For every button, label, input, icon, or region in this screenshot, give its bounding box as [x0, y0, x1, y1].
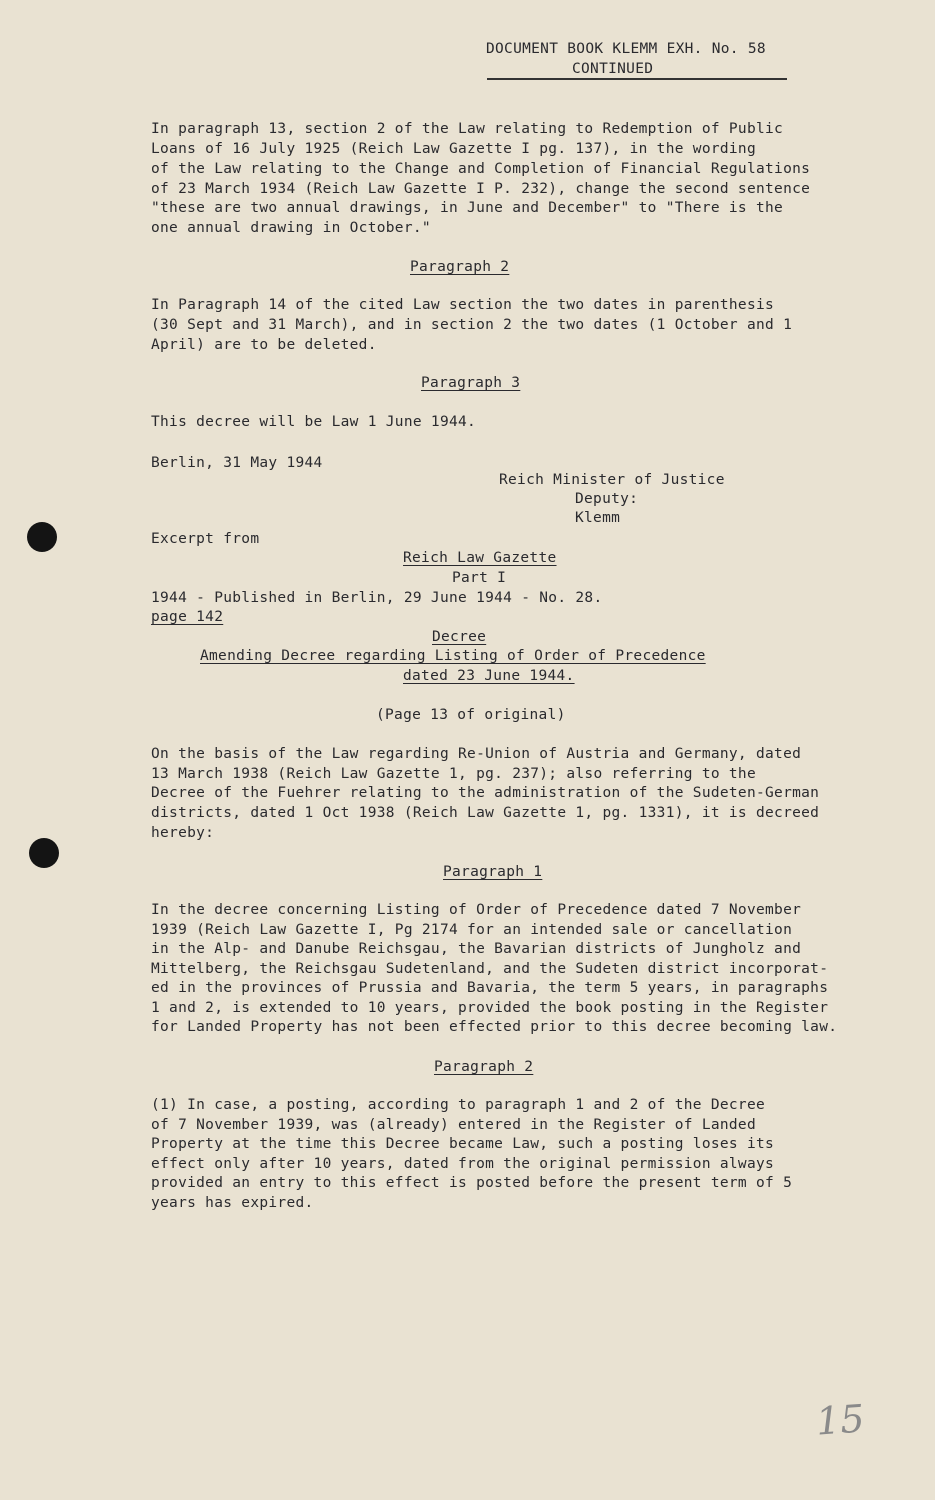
- document-book-header: DOCUMENT BOOK KLEMM EXH. No. 58: [486, 41, 766, 57]
- handwritten-page-number: 15: [814, 1396, 866, 1444]
- decree-paragraph-2-heading: Paragraph 2: [434, 1059, 534, 1075]
- paragraph-3-text: This decree will be Law 1 June 1944.: [151, 414, 477, 430]
- excerpt-label: Excerpt from: [151, 531, 260, 547]
- decree-paragraph-1-heading: Paragraph 1: [443, 864, 543, 880]
- header-underline: [487, 78, 787, 80]
- decree-dated: dated 23 June 1944.: [403, 668, 575, 684]
- signature-name: Klemm: [575, 510, 621, 526]
- dateline: Berlin, 31 May 1944: [151, 455, 323, 471]
- punch-hole-bottom: [29, 838, 59, 868]
- gazette-part: Part I: [452, 570, 507, 586]
- page-of-original: (Page 13 of original): [376, 707, 566, 723]
- punch-hole-top: [27, 522, 57, 552]
- gazette-title: Reich Law Gazette: [403, 550, 557, 566]
- signature-role: Deputy:: [575, 491, 639, 507]
- document-page: DOCUMENT BOOK KLEMM EXH. No. 58 CONTINUED In paragraph 13, section 2 of the Law relating to Redemption of Public Loans of 16 July 1925 (Reich Law Gazette I pg. 137), in the wording of the Law relating to the Change and Completion of Financial Regulations of 23 March 1934 (Reich Law Gazette I P. 232), change the second sentence "these are two annual drawings, in June and December" to "There is the one annual drawing in October." Paragraph 2 In Paragraph 14 of the cited Law section the two dates in parenthesis (30 Sept and 31 March), and in section 2 the two dates (1 October and 1 April) are to be deleted. Paragraph 3 This decree will be Law 1 June 1944. Berlin, 31 May 1944 Reich Minister of Justice Deputy: Klemm Excerpt from Reich Law Gazette Part I 1944 - Published in Berlin, 29 June 1944 - No. 28. page 142 Decree Amending Decree regarding Listing of Order of Precedence dated 23 June 1944. (Page 13 of original) On the basis of the Law regarding Re-Union of Austria and Germany, dated 13 March 1938 (Reich Law Gazette 1, pg. 237); also referring to the Decree of the Fuehrer relating to the administration of the Sudeten-German districts, dated 1 Oct 1938 (Reich Law Gazette 1, pg. 1331), it is decreed hereby: Paragraph 1 In the decree concerning Listing of Order of Precedence dated 7 November 1939 (Reich Law Gazette I, Pg 2174 for an intended sale or cancellation in the Alp- and Danube Reichsgau, the Bavarian districts of Jungholz and Mittelberg, the Reichsgau Sudetenland, and the Sudeten district incorporat- ed in the provinces of Prussia and Bavaria, the term 5 years, in paragraphs 1 and 2, is extended to 10 years, provided the book posting in the Register for Landed Property has not been effected prior to this decree becoming law. Paragraph 2 (1) In case, a posting, according to paragraph 1 and 2 of the Decree of 7 November 1939, was (already) entered in the Register of Landed Property at the time this Decree became Law, such a posting loses its effect only after 10 years, dated from the original permission always provided an entry to this effect is posted before the present term of 5 years has expired. 15: [0, 0, 935, 1500]
- continued-label: CONTINUED: [572, 61, 654, 77]
- decree-heading: Decree: [432, 629, 487, 645]
- decree-subheading: Amending Decree regarding Listing of Order of Precedence: [200, 648, 706, 664]
- paragraph-3-heading: Paragraph 3: [421, 375, 521, 391]
- paragraph-2-heading: Paragraph 2: [410, 259, 510, 275]
- page-reference: page 142: [151, 609, 224, 625]
- published-line: 1944 - Published in Berlin, 29 June 1944 - No. 28.: [151, 590, 603, 606]
- signature-title: Reich Minister of Justice: [499, 472, 725, 488]
